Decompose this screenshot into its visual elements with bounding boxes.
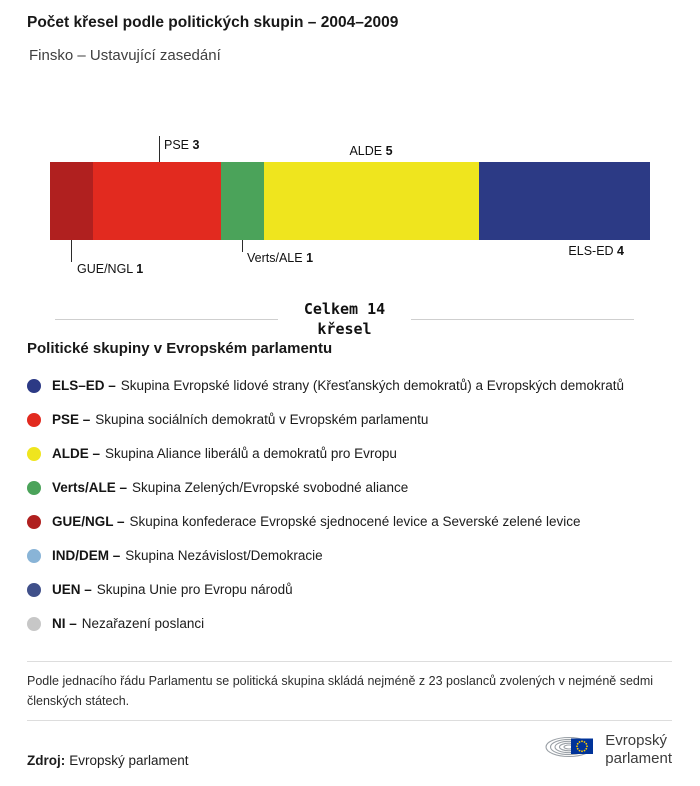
callout-line-verts-ale <box>242 240 243 252</box>
legend-group-description: Skupina sociálních demokratů v Evropském parlamentu <box>95 412 429 427</box>
logo-wordmark-line2: parlament <box>605 749 672 767</box>
legend-item <box>27 548 673 563</box>
legend-group-description: Skupina Nezávislost/Demokracie <box>125 548 323 563</box>
legend-color-dot <box>27 617 41 631</box>
legend-group-label: ELS–ED – <box>52 378 116 393</box>
callout-gue-ngl <box>77 262 143 276</box>
legend-item <box>27 446 673 461</box>
total-caption-line2: křesel <box>317 319 372 338</box>
total-caption-line1: Celkem 14 <box>303 300 386 318</box>
segment-value: 3 <box>192 138 200 152</box>
legend-group-description: Skupina konfederace Evropské sjednocené levice a Severské zelené levice <box>129 514 581 529</box>
legend-item <box>27 514 673 529</box>
bar-segment-pse <box>93 162 222 240</box>
divider-above-footnote <box>27 661 672 662</box>
page-title: Počet křesel podle politických skupin – 2004–2009 <box>27 14 399 31</box>
hemicycle-flag-icon <box>544 726 596 773</box>
legend-item <box>27 616 673 631</box>
legend-item <box>27 378 673 393</box>
segment-name: Verts/ALE <box>247 251 303 265</box>
callout-els-ed <box>478 244 624 258</box>
source-label: Zdroj: <box>27 753 66 768</box>
logo-wordmark-line1: Evropský <box>605 731 667 749</box>
page-subtitle: Finsko – Ustavující zasedání <box>29 47 221 64</box>
legend-group-label: NI – <box>52 616 77 631</box>
legend-title: Politické skupiny v Evropském parlamentu <box>27 340 333 357</box>
legend-group-description: Nezařazení poslanci <box>81 616 205 631</box>
bar-segment-verts-ale <box>221 162 264 240</box>
source-text: Evropský parlament <box>69 753 189 768</box>
callout-line-pse <box>159 136 160 162</box>
legend-group-description: Skupina Evropské lidové strany (Křesťanských demokratů) a Evropských demokratů <box>120 378 625 393</box>
bar-segment-els-ed <box>479 162 650 240</box>
logo-wordmark <box>605 732 672 768</box>
bar-segment-alde <box>264 162 478 240</box>
legend-group-label: Verts/ALE – <box>52 480 128 495</box>
legend-color-dot <box>27 447 41 461</box>
legend-group-label: PSE – <box>52 412 91 427</box>
legend-color-dot <box>27 549 41 563</box>
segment-name: ELS-ED <box>568 244 614 258</box>
segment-value: 1 <box>136 262 144 276</box>
legend <box>27 340 673 650</box>
callout-line-gue-ngl <box>71 240 72 262</box>
legend-item <box>27 412 673 427</box>
footnote: Podle jednacího řádu Parlamentu se politická skupina skládá nejméně z 23 poslanců zvolených v nejméně sedmi členských státech. <box>27 674 654 708</box>
legend-color-dot <box>27 481 41 495</box>
total-rule-left <box>55 319 278 320</box>
legend-group-description: Skupina Unie pro Evropu národů <box>96 582 293 597</box>
callout-alde <box>264 144 478 158</box>
legend-color-dot <box>27 379 41 393</box>
legend-color-dot <box>27 413 41 427</box>
total-caption <box>304 300 385 339</box>
legend-list <box>27 378 673 631</box>
segment-value: 1 <box>306 251 314 265</box>
legend-group-label: GUE/NGL – <box>52 514 125 529</box>
legend-item <box>27 582 673 597</box>
callout-pse <box>164 138 199 152</box>
legend-group-description: Skupina Zelených/Evropské svobodné aliance <box>132 480 409 495</box>
bar-segment-gue-ngl <box>50 162 93 240</box>
segment-name: PSE <box>164 138 190 152</box>
total-rule-right <box>411 319 634 320</box>
total-caption-row <box>55 300 634 339</box>
segment-value: 5 <box>385 144 393 158</box>
legend-group-description: Skupina Aliance liberálů a demokratů pro Evropu <box>105 446 397 461</box>
legend-color-dot <box>27 515 41 529</box>
legend-item <box>27 480 673 495</box>
segment-name: GUE/NGL <box>77 262 133 276</box>
stacked-bar <box>50 162 650 240</box>
legend-group-label: UEN – <box>52 582 92 597</box>
source-line <box>27 753 189 768</box>
segment-name: ALDE <box>349 144 383 158</box>
divider-above-source <box>27 720 672 721</box>
legend-group-label: ALDE – <box>52 446 101 461</box>
callout-verts-ale <box>247 251 313 265</box>
segment-value: 4 <box>617 244 624 258</box>
european-parliament-logo <box>544 726 672 773</box>
legend-color-dot <box>27 583 41 597</box>
legend-group-label: IND/DEM – <box>52 548 121 563</box>
